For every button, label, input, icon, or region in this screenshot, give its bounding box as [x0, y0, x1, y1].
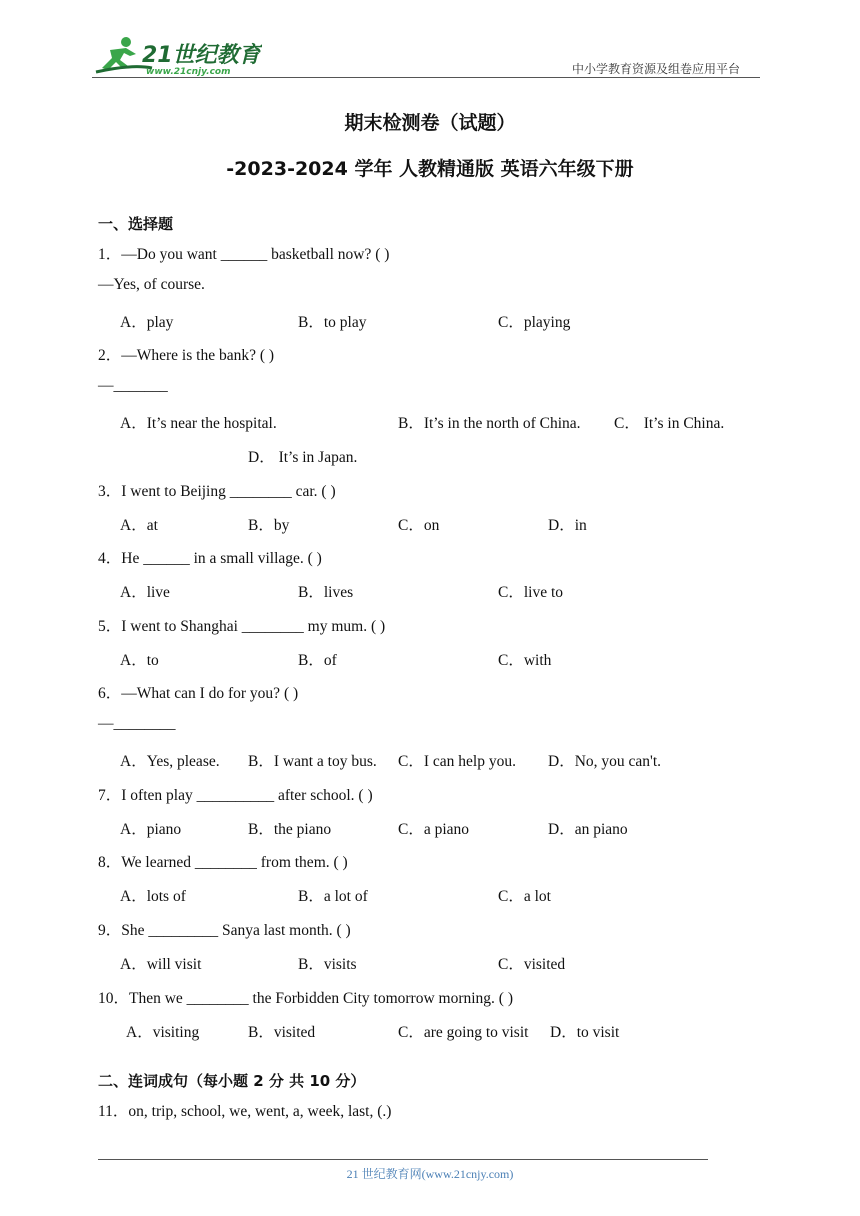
- question-1-option-a[interactable]: A．play: [120, 314, 174, 331]
- header-platform-text: 中小学教育资源及组卷应用平台: [572, 62, 741, 76]
- question-1-option-c[interactable]: C．playing: [498, 314, 571, 331]
- section-heading-2: 二、连词成句（每小题 2 分 共 10 分）: [98, 1072, 366, 1090]
- question-10-option-b[interactable]: B．visited: [248, 1024, 316, 1041]
- question-7-stem: 7．I often play __________ after school. ( ): [98, 787, 373, 804]
- footer-divider: [98, 1159, 708, 1160]
- question-9-option-c[interactable]: C．visited: [498, 956, 566, 973]
- question-8-option-a[interactable]: A．lots of: [120, 888, 186, 905]
- question-9-option-b[interactable]: B．visits: [298, 956, 357, 973]
- question-4-option-b[interactable]: B．lives: [298, 584, 354, 601]
- question-3-option-b[interactable]: B．by: [248, 517, 290, 534]
- question-7-option-d[interactable]: D．an piano: [548, 821, 628, 838]
- header-divider: [92, 77, 760, 78]
- question-1-reply: —Yes, of course.: [98, 276, 205, 293]
- logo-url: www.21cnjy.com: [146, 67, 231, 77]
- question-6-stem: 6．—What can I do for you? ( ): [98, 685, 299, 702]
- page-title: 期末检测卷（试题）: [344, 112, 516, 134]
- page-subtitle: -2023-2024 学年 人教精通版 英语六年级下册: [226, 158, 634, 180]
- question-5-option-c[interactable]: C．with: [498, 652, 552, 669]
- question-4-option-a[interactable]: A．live: [120, 584, 170, 601]
- question-5-option-a[interactable]: A．to: [120, 652, 159, 669]
- question-2-option-a[interactable]: A．It’s near the hospital.: [120, 415, 277, 432]
- question-7-option-a[interactable]: A．piano: [120, 821, 182, 838]
- question-4-stem: 4．He ______ in a small village. ( ): [98, 550, 322, 567]
- question-9-stem: 9．She _________ Sanya last month. ( ): [98, 922, 351, 939]
- question-2-stem: 2．—Where is the bank? ( ): [98, 347, 275, 364]
- question-5-option-b[interactable]: B．of: [298, 652, 337, 669]
- question-1-stem: 1．—Do you want ______ basketball now? ( ): [98, 246, 390, 263]
- question-5-stem: 5．I went to Shanghai ________ my mum. ( ): [98, 618, 386, 635]
- question-7-option-c[interactable]: C．a piano: [398, 821, 470, 838]
- runner-logo-icon: [92, 34, 262, 78]
- question-2-reply: —_______: [98, 377, 168, 394]
- question-11-stem: 11．on, trip, school, we, went, a, week, last, (.): [98, 1103, 392, 1120]
- question-6-option-b[interactable]: B．I want a toy bus.: [248, 753, 377, 770]
- question-10-option-c[interactable]: C．are going to visit: [398, 1024, 529, 1041]
- question-10-option-d[interactable]: D．to visit: [550, 1024, 620, 1041]
- question-2-option-d[interactable]: D． It’s in Japan.: [248, 449, 358, 466]
- question-7-option-b[interactable]: B．the piano: [248, 821, 332, 838]
- question-6-reply: —________: [98, 715, 176, 732]
- question-10-stem: 10．Then we ________ the Forbidden City tomorrow morning. ( ): [98, 990, 514, 1007]
- question-3-stem: 3．I went to Beijing ________ car. ( ): [98, 483, 336, 500]
- question-3-option-c[interactable]: C．on: [398, 517, 440, 534]
- question-1-option-b[interactable]: B．to play: [298, 314, 367, 331]
- question-3-option-a[interactable]: A．at: [120, 517, 158, 534]
- question-8-stem: 8．We learned ________ from them. ( ): [98, 854, 348, 871]
- question-2-option-c[interactable]: C． It’s in China.: [614, 415, 725, 432]
- logo-text: 21世纪教育: [142, 43, 261, 68]
- section-heading-1: 一、选择题: [98, 215, 174, 233]
- question-8-option-b[interactable]: B．a lot of: [298, 888, 368, 905]
- question-4-option-c[interactable]: C．live to: [498, 584, 564, 601]
- question-10-option-a[interactable]: A．visiting: [126, 1024, 200, 1041]
- question-6-option-a[interactable]: A．Yes, please.: [120, 753, 220, 770]
- question-3-option-d[interactable]: D．in: [548, 517, 587, 534]
- site-logo: [92, 34, 262, 78]
- question-6-option-d[interactable]: D．No, you can't.: [548, 753, 661, 770]
- question-8-option-c[interactable]: C．a lot: [498, 888, 551, 905]
- question-9-option-a[interactable]: A．will visit: [120, 956, 202, 973]
- footer-link[interactable]: 21 世纪教育网(www.21cnjy.com): [346, 1167, 514, 1181]
- question-6-option-c[interactable]: C．I can help you.: [398, 753, 516, 770]
- question-2-option-b[interactable]: B．It’s in the north of China.: [398, 415, 581, 432]
